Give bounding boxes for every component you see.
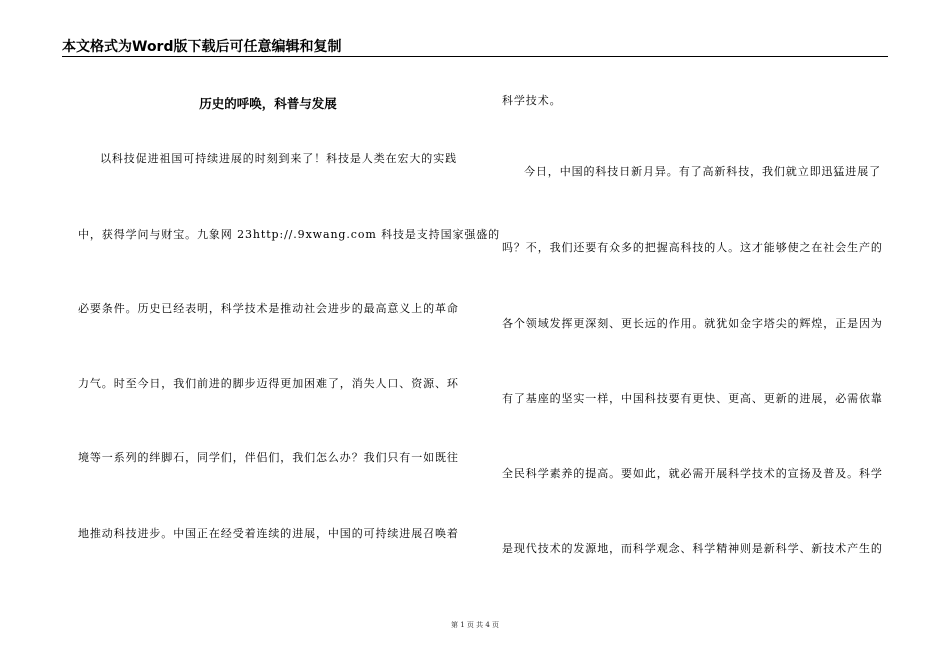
left-line-2: 中，获得学问与财宝。九象网 23http://.9xwang.com 科技是支持国家强盛的 xyxy=(78,228,501,241)
right-line-4: 各个领域发挥更深刻、更长远的作用。就犹如金字塔尖的辉煌，正是因为 xyxy=(502,317,883,330)
right-line-3: 吗？不，我们还要有众多的把握高科技的人。这才能够使之在社会生产的 xyxy=(502,241,883,254)
right-line-7: 是现代技术的发源地，而科学观念、科学精神则是新科学、新技术产生的 xyxy=(502,542,883,555)
right-line-2: 今日，中国的科技日新月异。有了高新科技，我们就立即迅猛进展了 xyxy=(524,165,881,178)
left-line-5: 境等一系列的绊脚石，同学们，伴侣们，我们怎么办？我们只有一如既往 xyxy=(78,451,459,464)
page-header xyxy=(62,34,888,57)
left-line-4: 力气。时至今日，我们前进的脚步迈得更加困难了，消失人口、资源、环 xyxy=(78,377,459,390)
left-line-6: 地推动科技进步。中国正在经受着连续的进展，中国的可持续进展召唤着 xyxy=(78,527,459,540)
page-footer: 第 1 页 共 4 页 xyxy=(450,621,500,629)
left-line-3: 必要条件。历史已经表明，科学技术是推动社会进步的最高意义上的革命 xyxy=(78,302,459,315)
left-line-1: 以科技促进祖国可持续进展的时刻到来了！科技是人类在宏大的实践 xyxy=(100,152,457,165)
document-title: 历史的呼唤，科普与发展 xyxy=(199,96,337,111)
header-text: 本文格式为Word版下载后可任意编辑和复制 xyxy=(62,39,342,55)
right-line-1: 科学技术。 xyxy=(502,94,562,107)
right-line-5: 有了基座的坚实一样，中国科技要有更快、更高、更新的进展，必需依靠 xyxy=(502,392,883,405)
right-line-6: 全民科学素养的提高。要如此，就必需开展科学技术的宣扬及普及。科学 xyxy=(502,467,883,480)
